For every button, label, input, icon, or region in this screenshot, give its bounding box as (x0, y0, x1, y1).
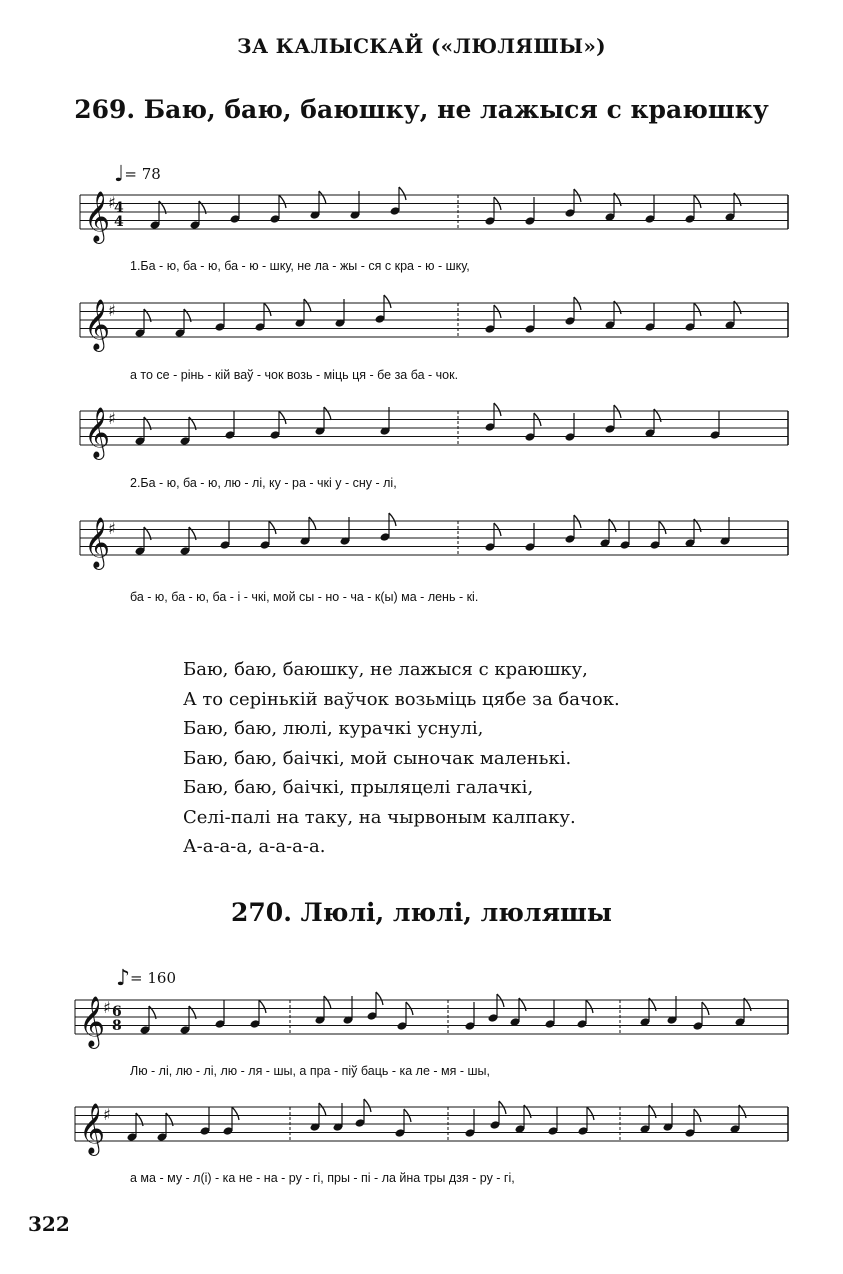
note (725, 301, 741, 330)
note (710, 411, 721, 440)
note (548, 1107, 559, 1136)
sharp-icon: ♯ (108, 193, 116, 212)
note (565, 413, 576, 442)
note (215, 303, 226, 332)
note (135, 417, 151, 446)
note (485, 305, 501, 334)
note (578, 1107, 594, 1136)
section-title: ЗА КАЛЫСКАЙ («ЛЮЛЯШЫ») (237, 34, 606, 58)
note (525, 523, 536, 552)
lyric-line: 1.Ба - ю, ба - ю, ба - ю - шку, не ла - жы - ся с кра - ю - шку, (130, 259, 470, 273)
note (260, 521, 276, 550)
page-number: 322 (28, 1212, 70, 1236)
note (645, 303, 656, 332)
note-flag (324, 407, 331, 420)
note-flag (494, 403, 501, 416)
verse-text (183, 655, 620, 862)
note (270, 195, 286, 224)
song-title-270: 270. Люлі, люлі, люляшы (231, 898, 612, 927)
note (150, 201, 166, 230)
note (525, 413, 541, 442)
lyric-line: ба - ю, ба - ю, ба - і - чкі, мой сы - но - ча - к(ы) ма - лень - кі. (130, 590, 479, 604)
note (140, 1006, 156, 1035)
note (367, 992, 383, 1021)
note (685, 195, 701, 224)
note-flag (319, 1103, 326, 1116)
sharp-icon: ♯ (108, 409, 116, 428)
note (390, 187, 406, 216)
note (225, 411, 236, 440)
note-flag (319, 191, 326, 204)
note-flag (269, 521, 276, 534)
note (645, 409, 661, 438)
eighth-note-icon: ♪ (116, 966, 131, 991)
treble-clef-icon: 𝄞 (84, 191, 111, 242)
note (397, 1002, 413, 1031)
note-flag (279, 411, 286, 424)
tempo-value: = 78 (124, 165, 161, 183)
note (375, 295, 391, 324)
sharp-icon: ♯ (103, 1105, 111, 1124)
note-flag (399, 187, 406, 200)
note (620, 521, 631, 550)
sharp-icon: ♯ (108, 301, 116, 320)
lyric-line: 2.Ба - ю, ба - ю, лю - лі, ку - ра - чкі у - сну - лі, (130, 476, 397, 490)
note (640, 1105, 656, 1134)
note (135, 527, 151, 556)
note-flag (364, 1099, 371, 1112)
note (157, 1113, 173, 1142)
note-flag (279, 195, 286, 208)
note-flag (587, 1107, 594, 1120)
verse-line: Баю, баю, люлі, курачкі уснулі, (183, 718, 484, 739)
treble-clef-icon: 𝄞 (84, 407, 111, 458)
note-flag (384, 295, 391, 308)
note (465, 1002, 476, 1031)
note (190, 201, 206, 230)
note (510, 998, 526, 1027)
note (255, 303, 271, 332)
note (180, 527, 196, 556)
verse-line: А-а-а-а, а-а-а-а. (183, 836, 326, 857)
verse-line: А то серінькій ваўчок возьміць цябе за бачок. (183, 688, 620, 710)
note (485, 197, 501, 226)
note (545, 1000, 556, 1029)
note (250, 1000, 266, 1029)
time-signature-269 (114, 200, 124, 230)
sharp-icon: ♯ (108, 519, 116, 538)
verse-line: Баю, баю, баюшку, не лажыся с краюшку, (183, 659, 588, 680)
note (515, 1105, 531, 1134)
note (685, 303, 701, 332)
note (127, 1113, 143, 1142)
note-flag (232, 1107, 239, 1120)
note (525, 197, 536, 226)
note (685, 519, 701, 548)
note (605, 193, 621, 222)
note (605, 301, 621, 330)
treble-clef-icon: 𝄞 (79, 996, 106, 1047)
note (485, 523, 501, 552)
note (650, 521, 666, 550)
note-flag (586, 1000, 593, 1013)
verse-line: Баю, баю, баічкі, прыляцелі галачкі, (183, 777, 534, 798)
note (380, 513, 396, 542)
note (180, 417, 196, 446)
note (730, 1105, 746, 1134)
note (220, 521, 231, 550)
staff (80, 303, 788, 337)
note (465, 1109, 476, 1138)
note-flag (264, 303, 271, 316)
note (600, 519, 616, 548)
note-flag (259, 1000, 266, 1013)
note (725, 193, 741, 222)
sharp-icon: ♯ (103, 998, 111, 1017)
quarter-note-icon: ♩ (114, 162, 125, 187)
note (355, 1099, 371, 1128)
note (645, 195, 656, 224)
lyric-line: а то се - рінь - кій ваў - чок возь - міць ця - бе за ба - чок. (130, 368, 459, 382)
note-flag (304, 299, 311, 312)
staff (75, 1107, 788, 1141)
song-title-269: 269. Баю, баю, баюшку, не лажыся с краюшку (74, 95, 769, 124)
note-flag (694, 303, 701, 316)
note (230, 195, 241, 224)
note-flag (324, 996, 331, 1009)
note (223, 1107, 239, 1136)
lyric-line: а ма - му - л(і) - ка не - на - ру - гі, пры - пі - ла йна тры дзя - ру - гі, (130, 1171, 515, 1185)
svg-text:6: 6 (112, 1004, 122, 1020)
svg-text:4: 4 (114, 200, 124, 216)
note (693, 1002, 709, 1031)
staff (80, 195, 788, 229)
note-flag (659, 521, 666, 534)
treble-clef-icon: 𝄞 (84, 517, 111, 568)
note (395, 1109, 411, 1138)
verse-line: Селі-палі на таку, на чырвоным калпаку. (183, 806, 576, 828)
note (215, 1000, 226, 1029)
note (640, 998, 656, 1027)
treble-clef-icon: 𝄞 (79, 1103, 106, 1154)
note (180, 1006, 196, 1035)
note (200, 1107, 211, 1136)
note (135, 309, 151, 338)
note (577, 1000, 593, 1029)
time-signature-270 (112, 1004, 122, 1034)
lyric-line: Лю - лі, лю - лі, лю - ля - шы, а пра - піў баць - ка ле - мя - шы, (130, 1064, 490, 1078)
note (735, 998, 751, 1027)
note (525, 305, 536, 334)
verse-line: Баю, баю, баічкі, мой сыночак маленькі. (183, 747, 572, 769)
note (485, 403, 501, 432)
note-flag (694, 195, 701, 208)
note-flag (309, 517, 316, 530)
note (175, 309, 191, 338)
treble-clef-icon: 𝄞 (84, 299, 111, 350)
note-flag (389, 513, 396, 526)
note-flag (376, 992, 383, 1005)
svg-text:4: 4 (114, 214, 124, 230)
svg-text:8: 8 (112, 1018, 122, 1034)
note (685, 1109, 701, 1138)
tempo-value: = 160 (130, 969, 177, 987)
note (270, 411, 286, 440)
tempo-marking-270 (116, 966, 176, 991)
